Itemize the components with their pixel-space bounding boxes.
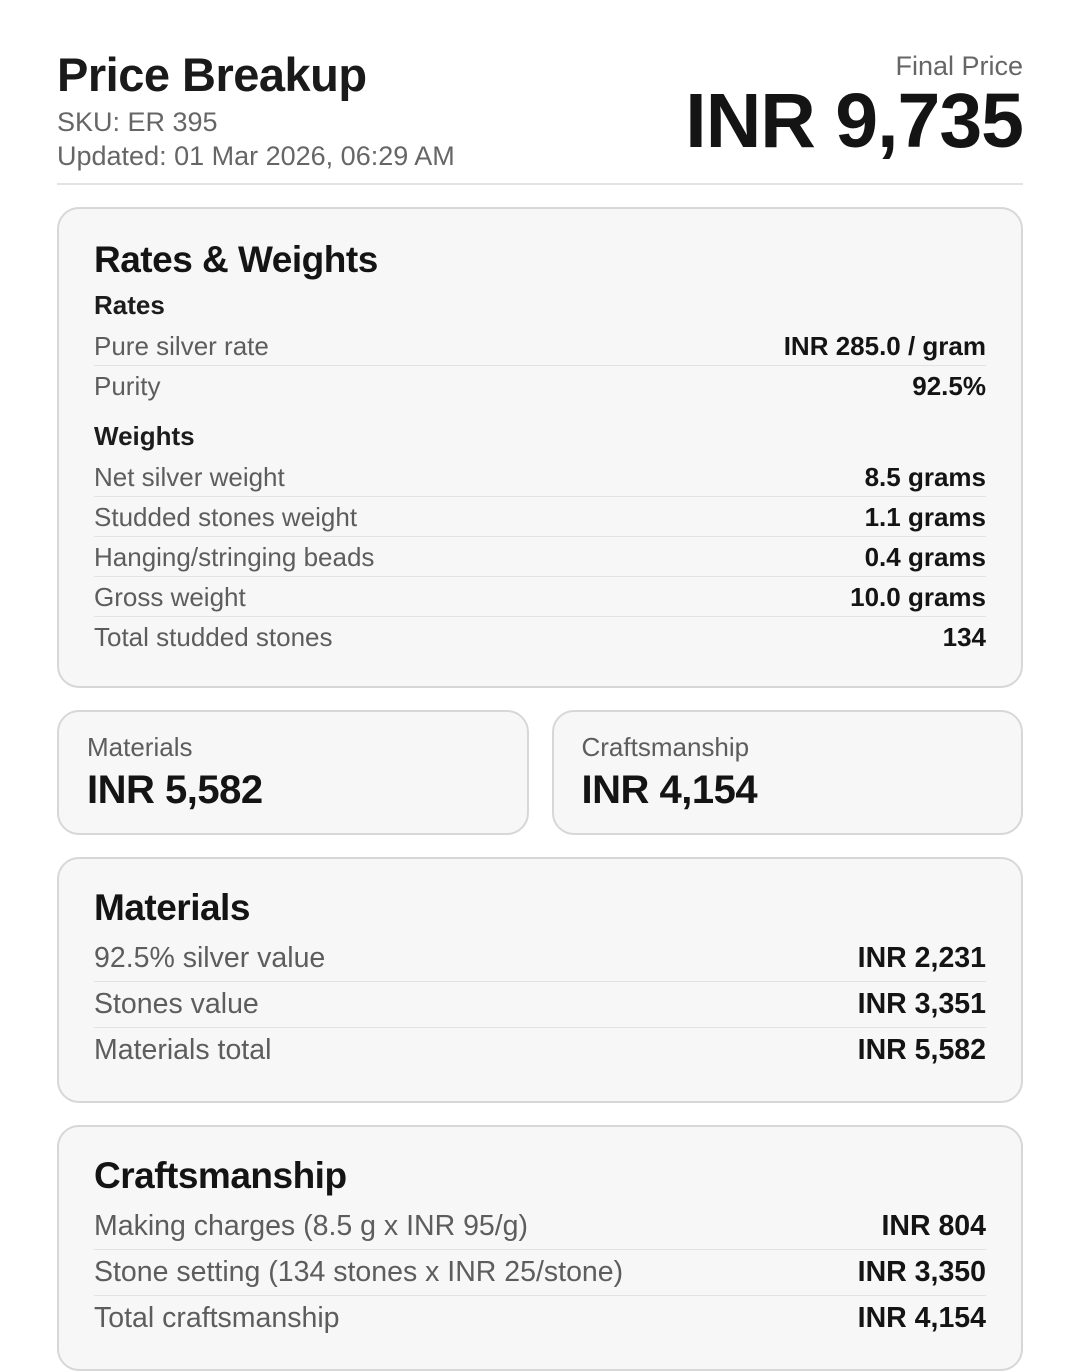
row-value: 92.5% bbox=[912, 371, 986, 401]
materials-summary-card bbox=[57, 710, 529, 835]
table-row-stone-setting bbox=[94, 1250, 986, 1296]
row-value: INR 2,231 bbox=[857, 942, 986, 974]
row-label: Net silver weight bbox=[94, 462, 285, 492]
summary-card-label: Materials bbox=[87, 732, 193, 762]
table-row-purity bbox=[94, 366, 986, 405]
row-value: 10.0 grams bbox=[850, 582, 986, 612]
table-row-pure-silver-rate bbox=[94, 326, 986, 366]
row-value: 1.1 grams bbox=[864, 502, 986, 532]
header bbox=[57, 50, 1023, 173]
row-value: INR 3,350 bbox=[857, 1256, 986, 1288]
summary-card-label: Craftsmanship bbox=[581, 732, 750, 762]
table-row-making-charges bbox=[94, 1204, 986, 1250]
row-label: Total studded stones bbox=[94, 622, 333, 652]
final-price-value: INR 9,735 bbox=[685, 78, 1023, 164]
craftsmanship-title: Craftsmanship bbox=[94, 1155, 347, 1196]
final-price-label: Final Price bbox=[895, 51, 1023, 81]
table-row-total-studded-stones bbox=[94, 617, 986, 656]
updated-text: Updated: 01 Mar 2026, 06:29 AM bbox=[57, 141, 455, 171]
table-row-hanging-beads bbox=[94, 537, 986, 577]
final-price-block bbox=[685, 50, 1023, 164]
craftsmanship-card bbox=[57, 1125, 1023, 1371]
row-label: 92.5% silver value bbox=[94, 942, 326, 974]
row-label: Studded stones weight bbox=[94, 502, 358, 532]
materials-title: Materials bbox=[94, 887, 250, 928]
rates-weights-card bbox=[57, 207, 1023, 688]
row-value: INR 3,351 bbox=[857, 988, 986, 1020]
summary-card-value: INR 5,582 bbox=[87, 768, 263, 812]
header-left bbox=[57, 50, 455, 173]
row-label: Total craftsmanship bbox=[94, 1302, 340, 1334]
table-row-materials-total bbox=[94, 1028, 986, 1073]
row-label: Hanging/stringing beads bbox=[94, 542, 375, 572]
row-value: INR 5,582 bbox=[857, 1034, 986, 1066]
table-row-net-silver-weight bbox=[94, 457, 986, 497]
row-label: Gross weight bbox=[94, 582, 246, 612]
row-value: 134 bbox=[942, 622, 986, 652]
materials-card bbox=[57, 857, 1023, 1103]
row-value: INR 804 bbox=[881, 1210, 986, 1242]
row-label: Stones value bbox=[94, 988, 259, 1020]
row-label: Pure silver rate bbox=[94, 331, 269, 361]
table-row-silver-value bbox=[94, 936, 986, 982]
row-label: Purity bbox=[94, 371, 161, 401]
rates-weights-title: Rates & Weights bbox=[94, 239, 378, 280]
row-label: Materials total bbox=[94, 1034, 272, 1066]
row-value: 8.5 grams bbox=[864, 462, 986, 492]
summary-card-value: INR 4,154 bbox=[581, 768, 758, 812]
weights-subheading: Weights bbox=[94, 421, 195, 451]
page-title: Price Breakup bbox=[57, 48, 367, 101]
table-row-gross-weight bbox=[94, 577, 986, 617]
sku-text: SKU: ER 395 bbox=[57, 107, 218, 137]
header-divider bbox=[57, 183, 1023, 185]
craftsmanship-summary-card bbox=[552, 710, 1024, 835]
row-value: 0.4 grams bbox=[864, 542, 986, 572]
row-value: INR 4,154 bbox=[857, 1302, 986, 1334]
summary-grid bbox=[57, 710, 1023, 835]
table-row-stones-value bbox=[94, 982, 986, 1028]
table-row-total-craftsmanship bbox=[94, 1296, 986, 1341]
row-value: INR 285.0 / gram bbox=[783, 331, 986, 361]
table-row-studded-stones-weight bbox=[94, 497, 986, 537]
row-label: Stone setting (134 stones x INR 25/stone) bbox=[94, 1256, 624, 1288]
row-label: Making charges (8.5 g x INR 95/g) bbox=[94, 1210, 529, 1242]
rates-subheading: Rates bbox=[94, 290, 165, 320]
